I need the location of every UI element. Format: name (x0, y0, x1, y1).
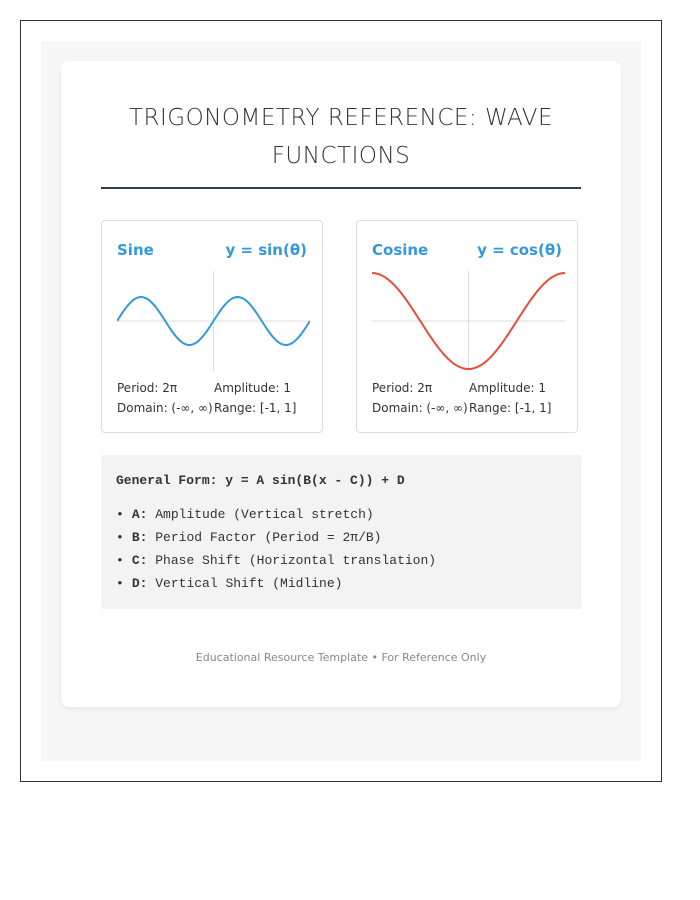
parameter-item-b (116, 526, 436, 549)
parameter-desc: Phase Shift (Horizontal translation) (155, 553, 437, 568)
sine-period: Period: 2π (117, 381, 178, 395)
cosine-graph (372, 271, 565, 371)
bullet-icon: • (116, 576, 124, 591)
parameter-item-c (116, 549, 436, 572)
parameter-key: A: (131, 507, 148, 522)
cosine-name: Cosine (372, 241, 429, 259)
sine-amplitude: Amplitude: 1 (214, 381, 291, 395)
sine-card (101, 220, 323, 433)
cosine-amplitude: Amplitude: 1 (469, 381, 546, 395)
page-frame (20, 20, 662, 782)
parameter-desc: Amplitude (Vertical stretch) (155, 507, 374, 522)
cosine-period: Period: 2π (372, 381, 433, 395)
parameter-item-d (116, 572, 436, 595)
parameter-key: C: (131, 553, 148, 568)
general-form-heading: General Form: y = A sin(B(x - C)) + D (116, 473, 405, 488)
footer-note: Educational Resource Template • For Reference Only (195, 651, 487, 664)
parameter-desc: Vertical Shift (Midline) (155, 576, 343, 591)
bullet-icon: • (116, 507, 124, 522)
page-title: TRIGONOMETRY REFERENCE: WAVE FUNCTIONS (128, 105, 553, 169)
parameter-key: D: (131, 576, 148, 591)
parameter-desc: Period Factor (Period = 2π/B) (155, 530, 382, 545)
sine-equation: y = sin(θ) (225, 241, 307, 259)
cosine-equation: y = cos(θ) (477, 241, 562, 259)
sine-name: Sine (117, 241, 154, 259)
parameter-key: B: (131, 530, 148, 545)
bullet-icon: • (116, 530, 124, 545)
parameter-item-a (116, 503, 436, 526)
bullet-icon: • (116, 553, 124, 568)
sine-range: Range: [-1, 1] (214, 401, 297, 415)
cosine-card (356, 220, 578, 433)
page-backdrop (41, 41, 641, 761)
sine-domain: Domain: (-∞, ∞) (117, 401, 213, 415)
general-form-box (101, 455, 581, 609)
title-divider (101, 187, 581, 189)
sine-graph (117, 271, 310, 371)
cosine-domain: Domain: (-∞, ∞) (372, 401, 468, 415)
cosine-range: Range: [-1, 1] (469, 401, 552, 415)
reference-card (61, 61, 621, 707)
parameter-list (116, 503, 436, 595)
